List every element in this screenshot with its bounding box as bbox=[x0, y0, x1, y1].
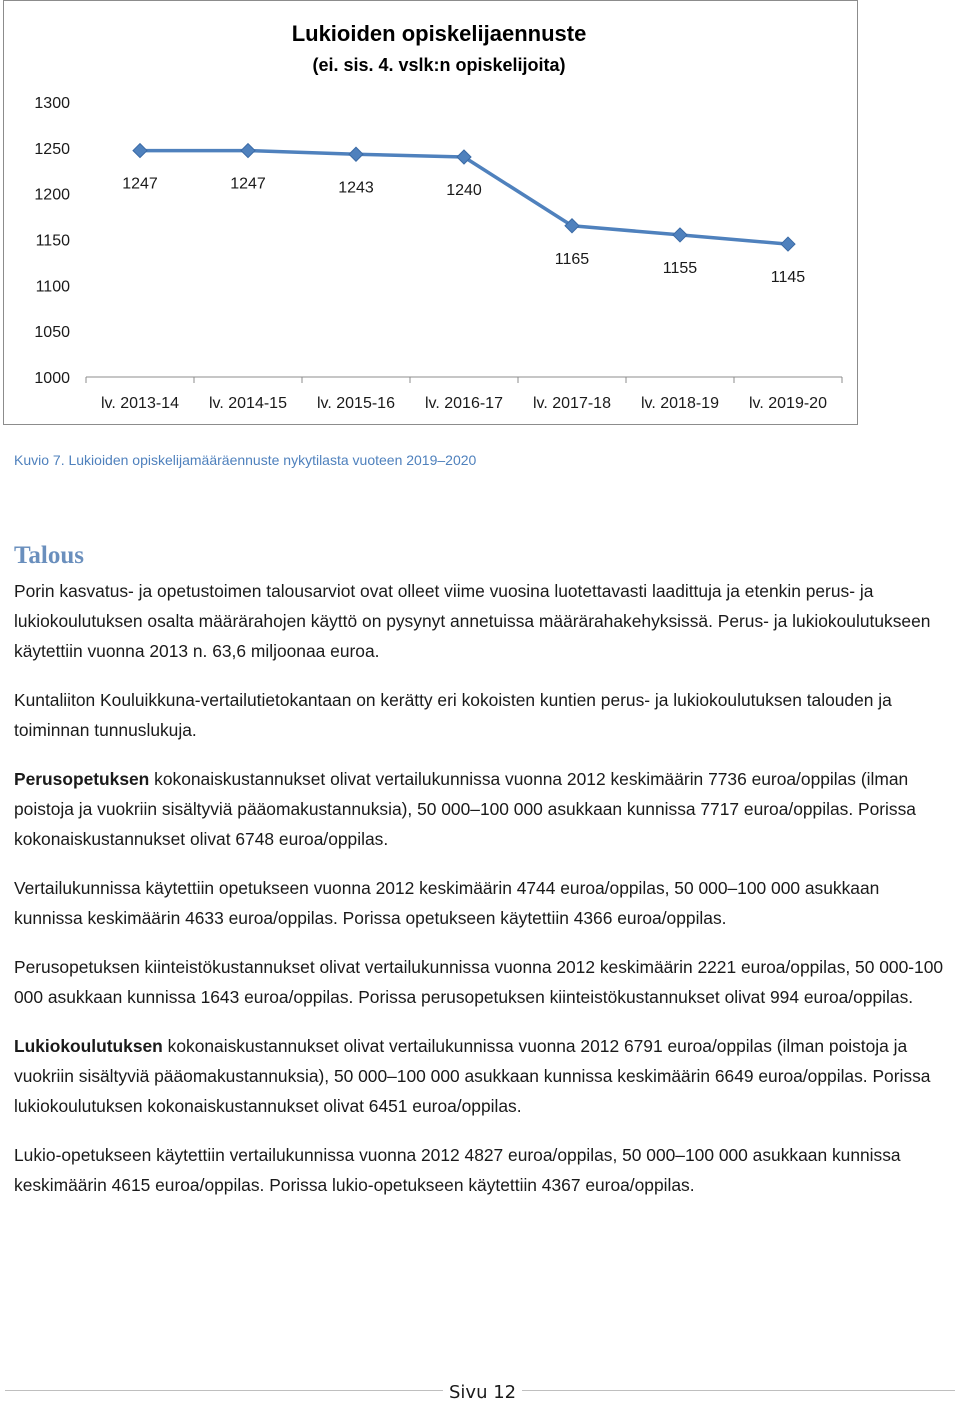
paragraph-bold-lead: Perusopetuksen bbox=[14, 769, 150, 789]
chart-subtitle: (ei. sis. 4. vslk:n opiskelijoita) bbox=[312, 55, 566, 75]
data-label: 1240 bbox=[446, 182, 482, 199]
paragraph-bold-lead: Lukiokoulutuksen bbox=[14, 1036, 163, 1056]
y-tick-label: 1050 bbox=[34, 324, 70, 342]
paragraph bbox=[14, 576, 944, 666]
paragraph bbox=[14, 1140, 944, 1200]
data-label: 1243 bbox=[338, 179, 374, 197]
data-label: 1145 bbox=[770, 269, 806, 287]
paragraph-text: Lukio-opetukseen käytettiin vertailukunnissa vuonna 2012 4827 euroa/oppilas, 50 000–100 000 asukkaan kunnissa keskimäärin 4615 euroa/oppilas. Porissa lukio-opetukseen käytettiin 4367 euroa/oppilas. bbox=[14, 1145, 901, 1195]
data-point-marker bbox=[781, 237, 795, 251]
x-tick-label: lv. 2014-15 bbox=[209, 395, 287, 412]
paragraph bbox=[14, 764, 944, 854]
paragraph bbox=[14, 952, 944, 1012]
data-point-marker bbox=[133, 144, 147, 158]
paragraph bbox=[14, 873, 944, 933]
x-tick-label: lv. 2019-20 bbox=[749, 395, 827, 412]
x-tick-label: lv. 2017-18 bbox=[533, 395, 611, 412]
data-label: 1247 bbox=[230, 175, 266, 193]
y-tick-label: 1000 bbox=[34, 370, 70, 387]
paragraph-text: kokonaiskustannukset olivat vertailukunnissa vuonna 2012 6791 euroa/oppilas (ilman poistoja ja vuokriin sisältyviä pääomakustannuksia), 50 000–100 000 asukkaan kunnissa keskimäärin 6649 euroa/oppilas. Porissa lukiokoulutuksen kokonaiskustannukset olivat 6451 euroa/oppilas. bbox=[14, 1036, 931, 1116]
figure-caption: Kuvio 7. Lukioiden opiskelijamääräennuste nykytilasta vuoteen 2019–2020 bbox=[14, 452, 477, 468]
x-tick-label: lv. 2013-14 bbox=[101, 395, 179, 412]
paragraph-text: Vertailukunnissa käytettiin opetukseen vuonna 2012 keskimäärin 4744 euroa/oppilas, 50 000–100 000 asukkaan kunnissa keskimäärin 4633 euroa/oppilas. Porissa opetukseen käytettiin 4366 euroa/oppilas. bbox=[14, 878, 880, 928]
y-tick-label: 1150 bbox=[35, 232, 70, 250]
paragraph bbox=[14, 1031, 944, 1121]
data-point-marker bbox=[349, 147, 363, 161]
body-text bbox=[14, 576, 944, 1219]
data-label: 1155 bbox=[662, 259, 698, 277]
paragraph-text: Porin kasvatus- ja opetustoimen talousarviot ovat olleet viime vuosina luotettavasti laadittuja ja etenkin perus- ja lukiokoulutuksen osalta määrärahojen käyttö on pysynyt annetuissa määrärahakehyksissä. Perus- ja lukiokoulutukseen käytettiin vuonna 2013 n. 63,6 miljoonaa euroa. bbox=[14, 581, 931, 661]
paragraph bbox=[14, 685, 944, 745]
paragraph-text: kokonaiskustannukset olivat vertailukunnissa vuonna 2012 keskimäärin 7736 euroa/oppilas (ilman poistoja ja vuokriin sisältyviä pääomakustannuksia), 50 000–100 000 asukkaan kunnissa 7717 euroa/oppilas. Porissa kokonaiskustannukset olivat 6748 euroa/oppilas. bbox=[14, 769, 916, 849]
y-tick-label: 1250 bbox=[34, 140, 70, 158]
section-heading: Talous bbox=[14, 542, 84, 569]
chart-frame bbox=[3, 0, 858, 425]
y-tick-label: 1200 bbox=[34, 186, 70, 204]
data-label: 1247 bbox=[122, 175, 158, 193]
data-label: 1165 bbox=[554, 250, 590, 268]
paragraph-text: Kuntaliiton Kouluikkuna-vertailutietokantaan on kerätty eri kokoisten kuntien perus- ja lukiokoulutuksen talouden ja toiminnan tunnuslukuja. bbox=[14, 690, 892, 740]
x-tick-label: lv. 2018-19 bbox=[641, 395, 719, 412]
x-tick-label: lv. 2015-16 bbox=[317, 395, 395, 412]
y-tick-label: 1300 bbox=[34, 95, 70, 112]
y-tick-label: 1100 bbox=[35, 278, 70, 296]
data-point-marker bbox=[673, 228, 687, 242]
data-point-marker bbox=[241, 144, 255, 158]
paragraph-text: Perusopetuksen kiinteistökustannukset olivat vertailukunnissa vuonna 2012 keskimäärin 2221 euroa/oppilas, 50 000-100 000 asukkaan kunnissa 1643 euroa/oppilas. Porissa perusopetuksen kiinteistökustannukset olivat 994 euroa/oppilas. bbox=[14, 957, 944, 1007]
chart-title: Lukioiden opiskelijaennuste bbox=[291, 21, 587, 46]
line-chart bbox=[4, 1, 859, 426]
page-number: Sivu 12 bbox=[443, 1380, 522, 1405]
x-tick-label: lv. 2016-17 bbox=[425, 395, 503, 412]
